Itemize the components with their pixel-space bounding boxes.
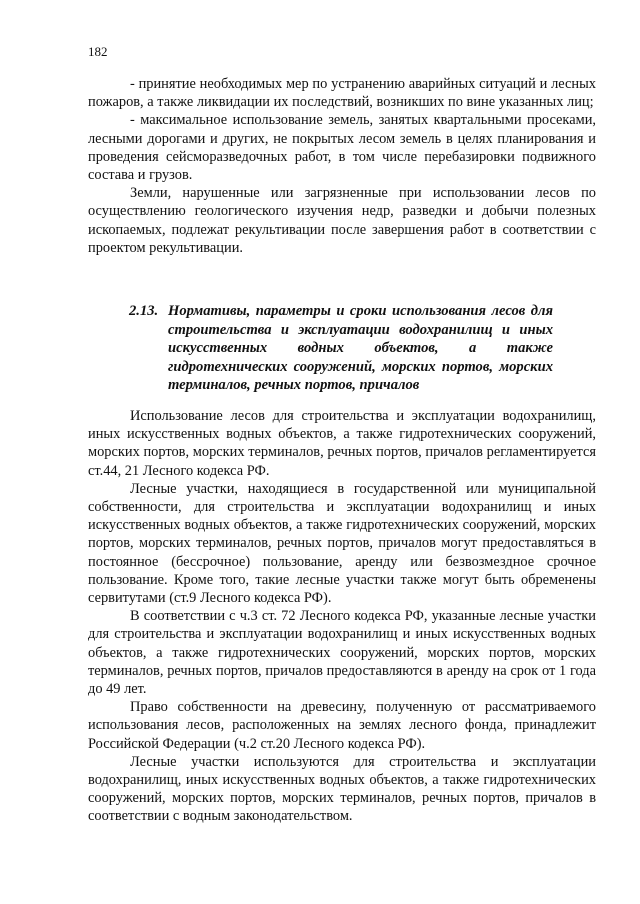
paragraph-emergency-measures: - принятие необходимых мер по устранению аварийных ситуаций и лесных пожаров, а также ликвидации их последствий, возникших по вине указанных лиц; bbox=[88, 76, 596, 111]
top-text-block bbox=[88, 75, 596, 257]
paragraph-regulation: Использование лесов для строительства и эксплуатации водохранилищ, иных искусственных водных объектов, а также гидротехнических сооружений, морских портов, морских терминалов, речных портов, причалов регламентируется ст.44, 21 Лесного кодекса РФ. bbox=[88, 408, 596, 479]
paragraph-recultivation: Земли, нарушенные или загрязненные при использовании лесов по осуществлению геологического изучения недр, разведки и добычи полезных ископаемых, подлежат рекультивации после завершения работ в соответствии с проектом рекультивации. bbox=[88, 185, 596, 256]
paragraph-timber-ownership: Право собственности на древесину, полученную от рассматриваемого использования лесов, расположенных на землях лесного фонда, принадлежит Российской Федерации (ч.2 ст.20 Лесного кодекса РФ). bbox=[88, 699, 596, 752]
section-heading bbox=[129, 302, 553, 395]
page-number: 182 bbox=[88, 44, 108, 59]
paragraph-lease-term: В соответствии с ч.3 ст. 72 Лесного кодекса РФ, указанные лесные участки для строительства и эксплуатации водохранилищ и иных искусственных водных объектов, а также гидротехнических сооружений, морских портов, морских терминалов, речных портов, причалов предоставляются в аренду на срок от 1 года до 49 лет. bbox=[88, 608, 596, 698]
section-title: Нормативы, параметры и сроки использования лесов для строительства и эксплуатации водохранилищ и иных искусственных водных объектов, а также гидротехнических сооружений, морских портов, морских терминалов, речных портов, причалов bbox=[168, 303, 553, 394]
section-number: 2.13. bbox=[129, 303, 159, 319]
paragraph-water-legislation: Лесные участки используются для строительства и эксплуатации водохранилищ, иных искусственных водных объектов, а также гидротехнических сооружений, морских портов, морских терминалов, речных портов, причалов в соответствии с водным законодательством. bbox=[88, 753, 596, 825]
paragraph-land-plots: Лесные участки, находящиеся в государственной или муниципальной собственности, для строительства и эксплуатации водохранилищ и иных искусственных водных объектов, а также гидротехнических сооружений, морских портов, морских терминалов, речных портов, причалов могут предоставляться в постоянное (бессрочное) пользование, аренду или безвозмездное срочное пользование. Кроме того, такие лесные участки также могут быть обременены сервитутами (ст.9 Лесного кодекса РФ). bbox=[88, 480, 596, 607]
section-text-block bbox=[88, 407, 596, 826]
paragraph-land-use: - максимальное использование земель, занятых квартальными просеками, лесными дорогами и других, не покрытых лесом земель в целях планирования и проведения сейсморазведочных работ, в том числе перебазировки подвижного состава и грузов. bbox=[88, 112, 596, 184]
